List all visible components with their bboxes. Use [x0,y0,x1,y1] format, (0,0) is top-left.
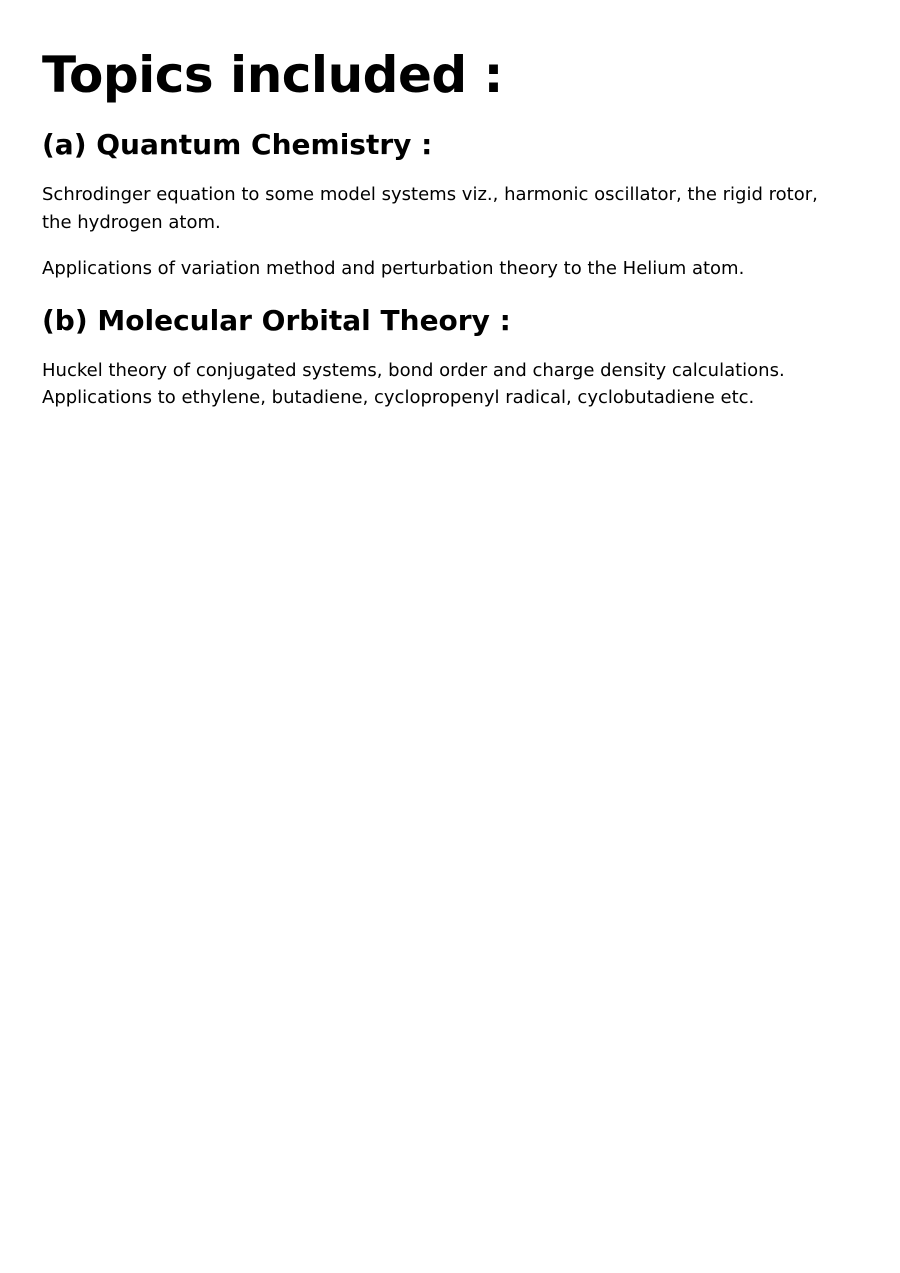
page-title: Topics included : [42,46,504,104]
huckel-applications-line: Applications to ethylene, butadiene, cyclopropenyl radical, cyclobutadiene etc. [42,387,755,408]
section-heading-molecular-orbital-theory: (b) Molecular Orbital Theory : [42,304,511,337]
paragraph-schrodinger-equation: Schrodinger equation to some model systems viz., harmonic oscillator, the rigid rotor, the hydrogen atom. [42,184,818,233]
paragraph-variation-perturbation: Applications of variation method and perturbation theory to the Helium atom. [42,258,745,279]
huckel-theory-line: Huckel theory of conjugated systems, bond order and charge density calculations. [42,360,785,381]
section-heading-quantum-chemistry: (a) Quantum Chemistry : [42,128,433,161]
paragraph-huckel-theory [42,357,842,411]
